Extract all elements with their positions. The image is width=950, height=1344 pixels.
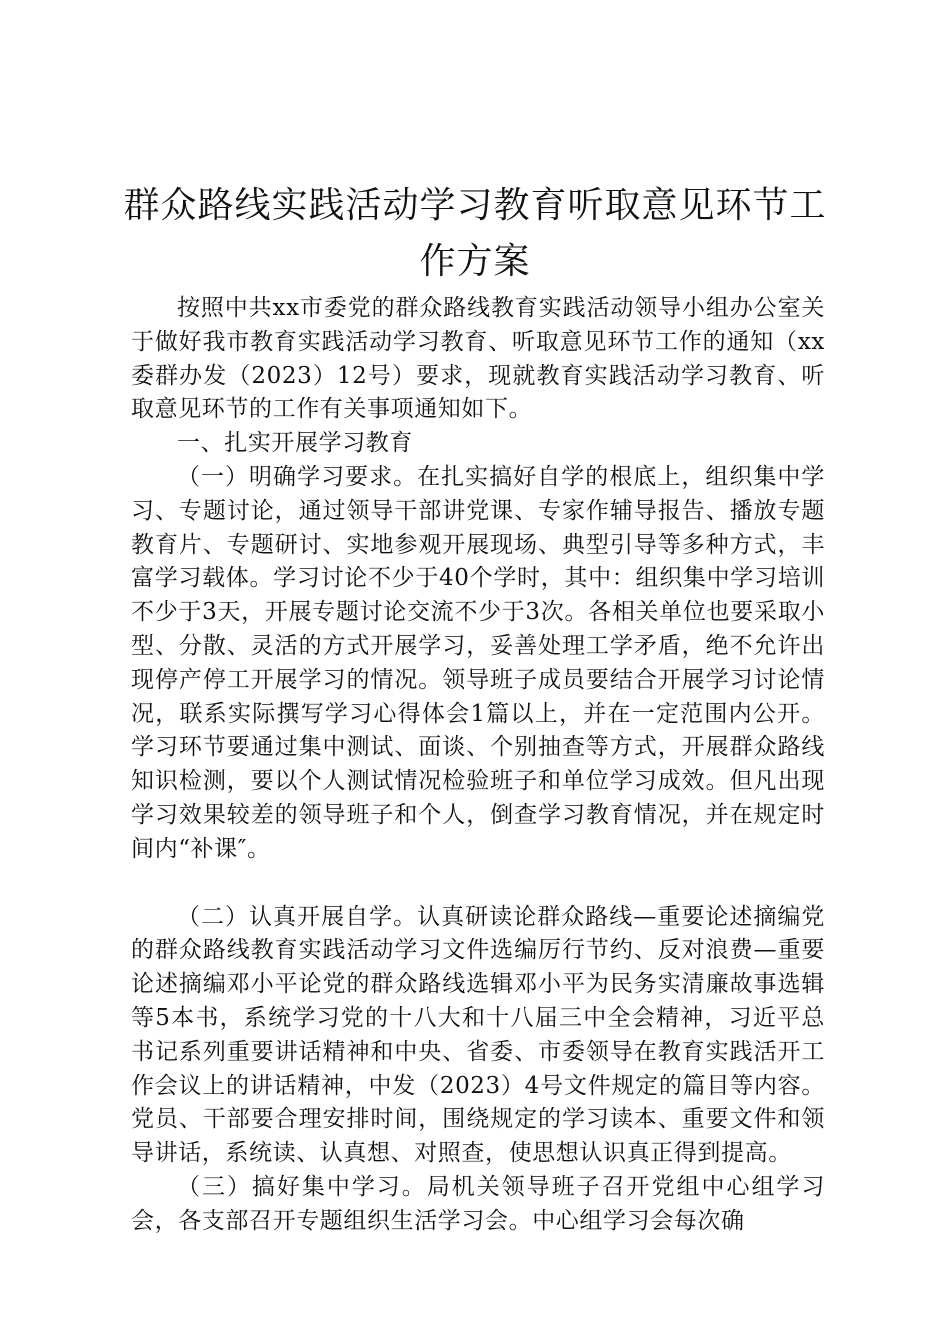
paragraph-self-study: （二）认真开展自学。认真研读论群众路线—重要论述摘编党的群众路线教育实践活动学习文件选编厉行节约、反对浪费—重要论述摘编邓小平论党的群众路线选辑邓小平为民务实清廉故事选辑等5本书，系统学习党的十八大和十八届三中全会精神，习近平总书记系列重要讲话精神和中央、省委、市委领导在教育实践活开工作会议上的讲话精神，中发（2023）4号文件规定的篇目等内容。党员、干部要合理安排时间，围绕规定的学习读本、重要文件和领导讲话，系统读、认真想、对照查，使思想认识真正得到提高。 xyxy=(131,903,825,1167)
document-body xyxy=(131,292,825,1239)
document-title: 群众路线实践活动学习教育听取意见环节工作方案 xyxy=(123,185,827,282)
paragraph-gap xyxy=(131,867,825,901)
section-heading-1: 一、扎实开展学习教育 xyxy=(177,430,413,457)
paragraph-group-study: （三）搞好集中学习。局机关领导班子召开党组中心组学习会，各支部召开专题组织生活学习会。中心组学习会每次确 xyxy=(131,1173,825,1234)
intro-paragraph: 按照中共xx市委党的群众路线教育实践活动领导小组办公室关于做好我市教育实践活动学习教育、听取意见环节工作的通知（xx委群办发（2023）12号）要求，现就教育实践活动学习教育、听取意见环节的工作有关事项通知如下。 xyxy=(131,295,825,423)
paragraph-learning-requirements: （一）明确学习要求。在扎实搞好自学的根底上，组织集中学习、专题讨论，通过领导干部讲党课、专家作辅导报告、播放专题教育片、专题研讨、实地参观开展现场、典型引导等多种方式，丰富学习载体。学习讨论不少于40个学时，其中：组织集中学习培训不少于3天，开展专题讨论交流不少于3次。各相关单位也要采取小型、分散、灵活的方式开展学习，妥善处理工学矛盾，绝不允许出现停产停工开展学习的情况。领导班子成员要结合开展学习讨论情况，联系实际撰写学习心得体会1篇以上，并在一定范围内公开。学习环节要通过集中测试、面谈、个别抽查等方式，开展群众路线知识检测，要以个人测试情况检验班子和单位学习成效。但凡出现学习效果较差的领导班子和个人，倒查学习教育情况，并在规定时间内“补课″。 xyxy=(131,463,825,862)
